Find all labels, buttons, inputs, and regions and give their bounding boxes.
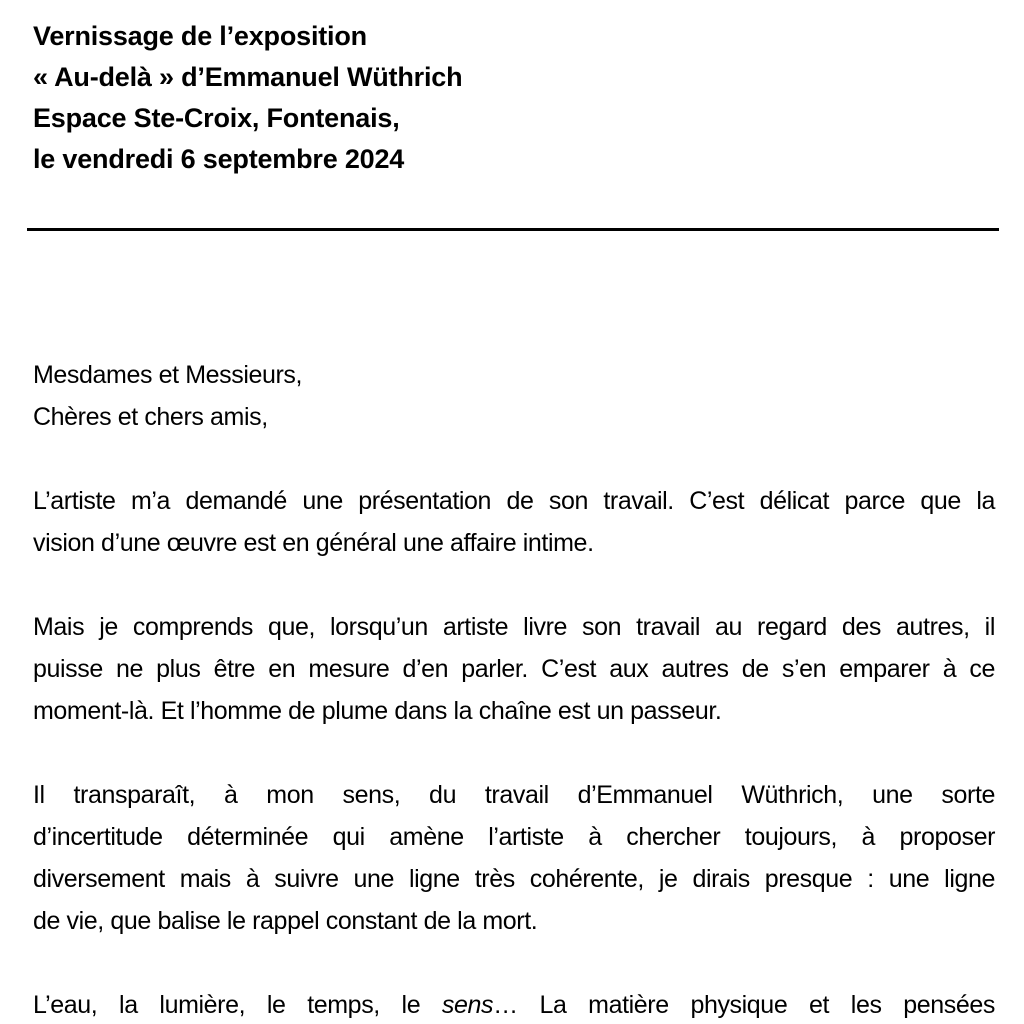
salutation-block — [33, 354, 995, 438]
italic-term-sens: sens — [441, 991, 494, 1019]
paragraph-incertitude — [33, 774, 995, 942]
salutation-line-messieurs: Mesdames et Messieurs, — [33, 361, 303, 389]
paragraph-passeur — [33, 606, 995, 732]
title-line-exposition: Vernissage de l’exposition — [33, 21, 367, 51]
title-line-venue: Espace Ste-Croix, Fontenais, — [33, 103, 400, 133]
paragraph-line: moment-là. Et l’homme de plume dans la chaîne est un passeur. — [33, 697, 722, 725]
paragraph-line — [33, 984, 995, 1024]
paragraph-line: Il transparaît, à mon sens, du travail d’Emmanuel Wüthrich, une sorte — [33, 781, 995, 809]
text-segment: … La matière physique et les pensées — [493, 991, 995, 1019]
paragraph-line: de vie, que balise le rappel constant de la mort. — [33, 907, 538, 935]
paragraph-line: d’incertitude déterminée qui amène l’artiste à chercher toujours, à proposer — [33, 823, 995, 851]
title-line-artist: « Au-delà » d’Emmanuel Wüthrich — [33, 62, 463, 92]
paragraph-line: L’artiste m’a demandé une présentation de son travail. C’est délicat parce que la — [33, 487, 995, 515]
paragraph-line: puisse ne plus être en mesure d’en parler. C’est aux autres de s’en emparer à ce — [33, 655, 995, 683]
paragraph-matiere — [33, 984, 995, 1024]
title-block — [33, 16, 995, 180]
title-line-date: le vendredi 6 septembre 2024 — [33, 144, 405, 174]
paragraph-presentation — [33, 480, 995, 564]
paragraph-line: vision d’une œuvre est en général une affaire intime. — [33, 529, 594, 557]
salutation-line-amis: Chères et chers amis, — [33, 403, 268, 431]
text-segment: L’eau, la lumière, le temps, le — [33, 991, 442, 1019]
paragraph-line: Mais je comprends que, lorsqu’un artiste livre son travail au regard des autres, il — [33, 613, 995, 641]
divider-rule — [27, 228, 999, 231]
paragraph-line: diversement mais à suivre une ligne très cohérente, je dirais presque : une ligne — [33, 865, 995, 893]
